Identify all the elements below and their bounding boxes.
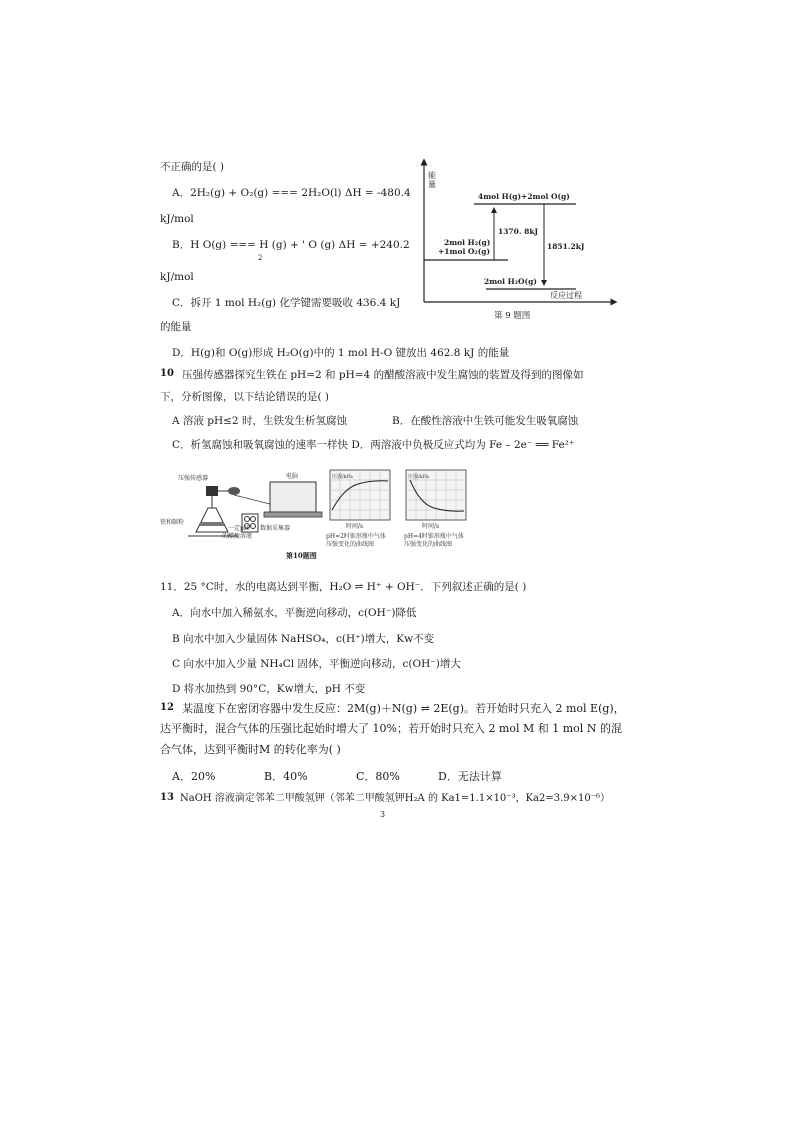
q10-stem-line-2: 下，分析图像，以下结论错误的是( ) [160,391,330,403]
computer-screen [270,482,316,512]
page-number: 3 [380,810,386,819]
q9-option-b: B．H O(g) === H (g) + ' O (g) ΔH = +240.2 [172,239,410,251]
graph-2-time-label: 时间/s [422,523,440,530]
level-bottom-label: 2mol H₂O(g) [484,277,537,286]
graph-1-axis-label: 压强/kPa [332,474,353,480]
y-axis-label: 能量 [428,171,436,189]
q12-marker: 12 [160,702,174,713]
sensor-box [206,486,218,496]
q10-option-cd: C．析氢腐蚀和吸氧腐蚀的速率一样快 D．两溶液中负极反应式均为 Fe – 2e⁻ ══ Fe²⁺ [172,439,575,451]
graph-2-axis-label: 压强/kPa [408,474,429,480]
q9-option-b-subscript: 2 [258,254,263,262]
figure-10-apparatus [158,466,478,562]
arrow-down-label: 1851.2kJ [547,242,585,251]
q10-stem-line-1: 压强传感器探究生铁在 pH=2 和 pH=4 的醋酸溶液中发生腐蚀的装置及得到的图像如 [182,369,584,381]
level-mid-label-1: 2mol H₂(g) [444,238,491,247]
conical-flask [196,508,228,532]
q12-option-a: A．20% [172,770,216,783]
q9-option-c: C．拆开 1 mol H₂(g) 化学键需要吸收 436.4 kJ [172,297,401,309]
graph-1-time-label: 时间/s [346,523,364,530]
level-top-label: 4mol H(g)+2mol O(g) [478,192,570,201]
level-mid-label-2: +1mol O₂(g) [438,247,491,256]
q9-option-c-tail: 的能量 [160,321,192,333]
q11-option-b: B 向水中加入少量固体 NaHSO₄，c(H⁺)增大，Kw不变 [172,633,435,645]
q9-option-d: D．H(g)和 O(g)形成 H₂O(g)中的 1 mol H-O 键放出 462.8 kJ 的能量 [172,347,510,359]
q13-stem: NaOH 溶液滴定邻苯二甲酸氢钾（邻苯二甲酸氢钾H₂A 的 Ka1=1.1×10⁻³，Ka2=3.9×10⁻⁶） [180,793,611,804]
graph-1-caption-2: 压强变化的曲线图 [326,541,375,548]
q11-option-d: D 将水加热到 90°C，Kw增大，pH 不变 [172,683,366,695]
q9-option-b-unit: kJ/mol [160,271,194,283]
collector-label: 数据采集器 [260,525,291,532]
q13-marker: 13 [160,792,174,803]
q12-option-c: C．80% [356,770,400,783]
q9-option-a: A．2H₂(g) + O₂(g) === 2H₂O(l) ΔH = -480.4 [172,187,411,199]
q10-marker: 10 [160,368,174,379]
q11-option-a: A．向水中加入稀氨水，平衡逆向移动，c(OH⁻)降低 [172,607,417,619]
graph-1-caption-1: pH=2时锥形瓶中气体 [326,533,386,540]
sensor-label: 压强传感器 [178,475,209,482]
powder-label: 铁和碳粉 [160,519,185,526]
q10-option-a: A 溶液 pH≤2 时，生铁发生析氢腐蚀 [172,415,347,427]
q10-option-b: B．在酸性溶液中生铁可能发生吸氧腐蚀 [392,415,579,427]
q11-option-c: C 向水中加入少量 NH₄Cl 固体，平衡逆向移动，c(OH⁻)增大 [172,658,461,670]
solution-label-1: 一定pH [228,525,250,532]
q12-stem-line-3: 合气体，达到平衡时M 的转化率为( ) [160,743,341,756]
q9-option-a-unit: kJ/mol [160,213,194,225]
graph-2-caption-2: 压强变化的曲线图 [404,541,453,548]
q12-option-d: D．无法计算 [438,770,502,783]
x-axis-label: 反应过程 [550,291,582,300]
solution-label-2: 的醋酸溶液 [222,533,253,540]
q12-option-b: B．40% [264,770,308,783]
q9-stem-tail: 不正确的是( ) [160,161,225,173]
sensor-probe [228,487,240,495]
graph-2-caption-1: pH=4时锥形瓶中气体 [404,533,464,540]
diagram-caption: 第 9 题图 [494,311,531,321]
computer-label: 电脑 [286,473,299,480]
q12-stem-line-1: 某温度下在密闭容器中发生反应：2M(g)＋N(g) ⇌ 2E(g)。若开始时只充入 2 mol E(g)， [182,702,625,715]
arrow-up-label: 1370. 8kJ [498,227,539,236]
q12-stem-line-2: 达平衡时，混合气体的压强比起始时增大了 10%；若开始时只充入 2 mol M 和 1 mol N 的混 [160,722,622,735]
figure-10-caption: 第10题图 [286,551,317,560]
q11-stem: 11．25 °C时，水的电离达到平衡，H₂O ⇌ H⁺ + OH⁻．下列叙述正确的是( ) [160,581,527,593]
energy-level-diagram [416,156,621,321]
